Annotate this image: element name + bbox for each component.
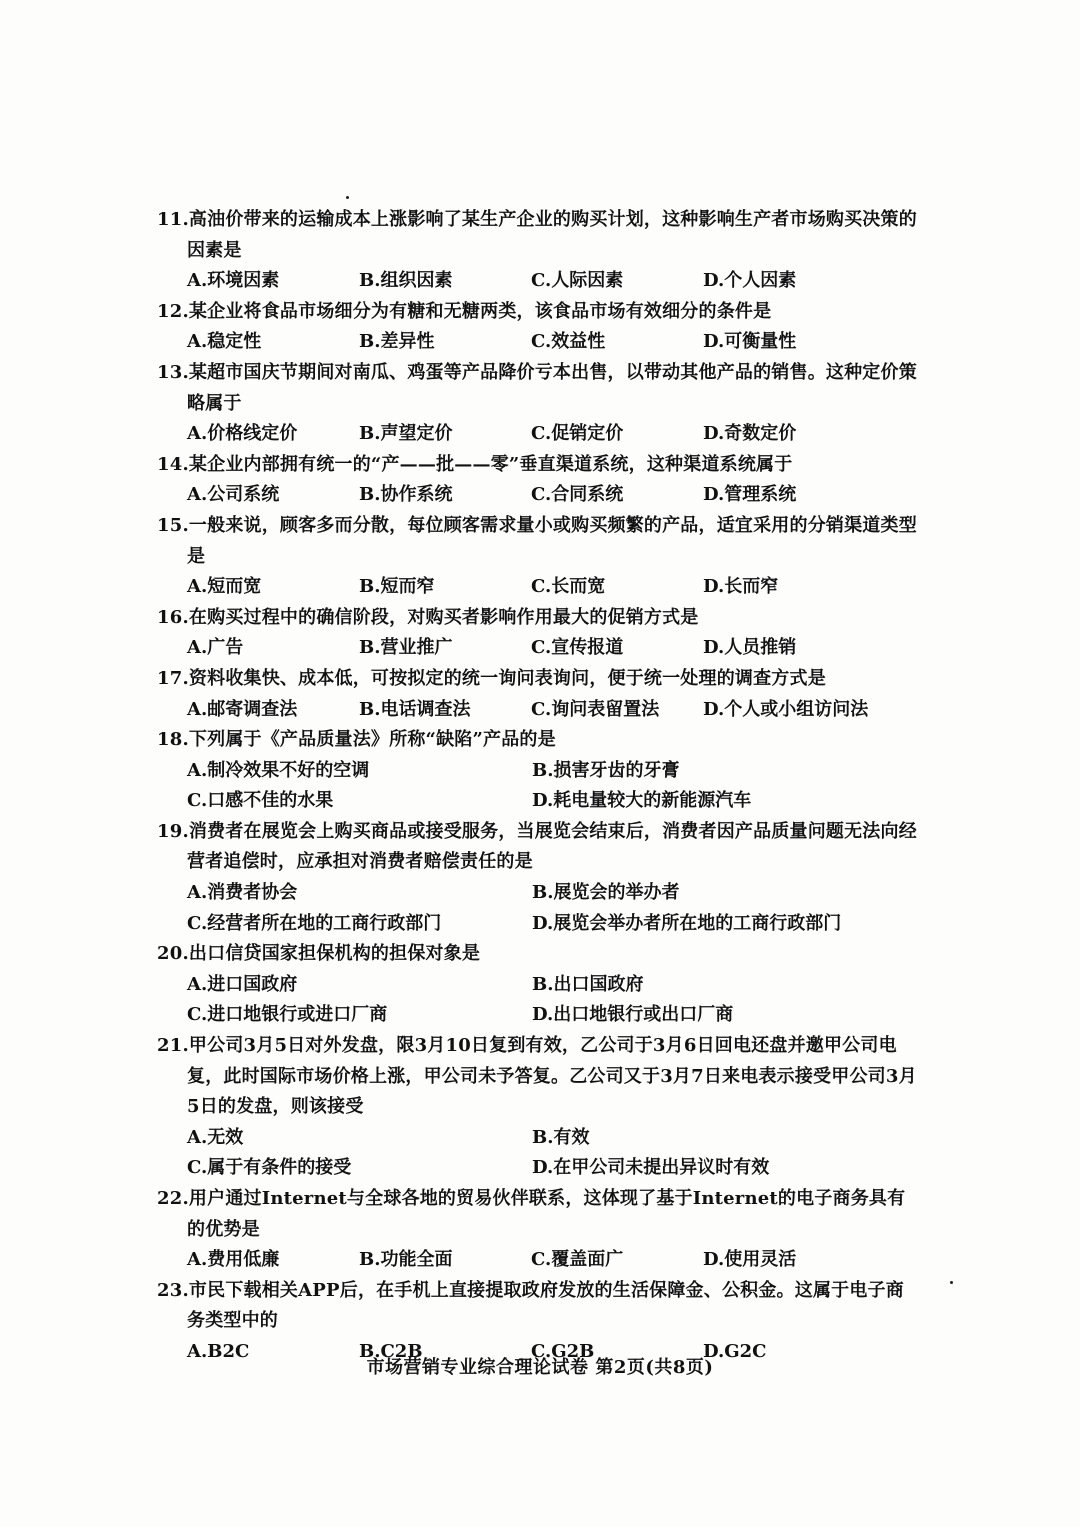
- answer-option: A.消费者协会: [187, 882, 298, 904]
- answer-option: D.使用灵活: [703, 1249, 797, 1271]
- answer-option: C.覆盖面广: [531, 1249, 624, 1271]
- question-item: [157, 603, 917, 664]
- answer-option: C.促销定价: [531, 423, 624, 445]
- answer-option: A.B2C: [187, 1340, 250, 1362]
- answer-option: D.奇数定价: [703, 423, 797, 445]
- answer-option: D.出口地银行或出口厂商: [532, 1004, 734, 1026]
- answer-option: C.G2B: [531, 1340, 595, 1362]
- answer-option: A.价格线定价: [187, 423, 298, 445]
- answer-option: D.耗电量较大的新能源汽车: [532, 790, 752, 812]
- question-stem: 20.出口信贷国家担保机构的担保对象是: [157, 943, 481, 965]
- question-stem: 17.资料收集快、成本低，可按拟定的统一询问表询问，便于统一处理的调查方式是: [157, 667, 826, 689]
- answer-option: C.合同系统: [531, 484, 624, 506]
- question-item: [157, 1184, 917, 1276]
- answer-option: A.制冷效果不好的空调: [187, 759, 370, 781]
- answer-option: B.功能全面: [359, 1249, 453, 1271]
- answer-option: D.个人或小组访问法: [703, 698, 869, 720]
- answer-option: C.宣传报道: [531, 637, 624, 659]
- answer-options: [157, 1245, 917, 1276]
- answer-options: [157, 878, 917, 939]
- question-item: [157, 358, 917, 450]
- question-item: [157, 664, 917, 725]
- answer-option: A.费用低廉: [187, 1249, 280, 1271]
- answer-options: [157, 756, 917, 817]
- answer-option: A.稳定性: [187, 331, 262, 353]
- answer-option: D.长而窄: [703, 576, 779, 598]
- answer-option: B.有效: [532, 1126, 590, 1148]
- question-stem: 23.市民下载相关APP后，在手机上直接提取政府发放的生活保障金、公积金。这属于电子商务类型中的: [157, 1279, 904, 1332]
- answer-option: D.在甲公司未提出异议时有效: [532, 1157, 770, 1179]
- question-stem: 12.某企业将食品市场细分为有糖和无糖两类，该食品市场有效细分的条件是: [157, 300, 772, 322]
- answer-options: [157, 633, 917, 664]
- answer-option: A.邮寄调查法: [187, 698, 298, 720]
- answer-option: C.属于有条件的接受: [187, 1157, 352, 1179]
- answer-option: A.公司系统: [187, 484, 280, 506]
- answer-option: D.G2C: [703, 1340, 767, 1362]
- question-item: [157, 939, 917, 1031]
- answer-options: [157, 419, 917, 450]
- answer-option: A.环境因素: [187, 270, 280, 292]
- question-item: [157, 817, 917, 939]
- answer-option: B.出口国政府: [532, 973, 644, 995]
- answer-option: D.展览会举办者所在地的工商行政部门: [532, 912, 842, 934]
- question-item: [157, 205, 917, 297]
- answer-option: B.差异性: [359, 331, 435, 353]
- answer-option: B.营业推广: [359, 637, 453, 659]
- answer-option: C.经营者所在地的工商行政部门: [187, 912, 442, 934]
- answer-option: C.长而宽: [531, 576, 606, 598]
- answer-option: B.电话调查法: [359, 698, 471, 720]
- question-item: [157, 1031, 917, 1184]
- answer-option: B.声望定价: [359, 423, 453, 445]
- question-stem: 22.用户通过Internet与全球各地的贸易伙伴联系，这体现了基于Internet的电子商务具有的优势是: [157, 1188, 906, 1240]
- answer-option: B.展览会的举办者: [532, 882, 680, 904]
- question-stem: 16.在购买过程中的确信阶段，对购买者影响作用最大的促销方式是: [157, 606, 699, 628]
- question-stem: 18.下列属于《产品质量法》所称“缺陷”产品的是: [157, 729, 556, 751]
- answer-option: A.无效: [187, 1126, 244, 1148]
- question-stem: 13.某超市国庆节期间对南瓜、鸡蛋等产品降价亏本出售，以带动其他产品的销售。这种定价策略属于: [157, 361, 917, 414]
- answer-option: C.口感不佳的水果: [187, 790, 334, 812]
- question-stem: 11.高油价带来的运输成本上涨影响了某生产企业的购买计划，这种影响生产者市场购买决策的因素是: [157, 209, 917, 261]
- answer-options: [157, 1123, 917, 1184]
- answer-option: C.人际因素: [531, 270, 624, 292]
- answer-options: [157, 327, 917, 358]
- print-speck: [346, 196, 349, 199]
- print-speck: [950, 1281, 953, 1284]
- question-item: [157, 450, 917, 511]
- answer-options: [157, 266, 917, 297]
- answer-option: C.效益性: [531, 331, 606, 353]
- answer-options: [157, 572, 917, 603]
- answer-option: D.人员推销: [703, 637, 797, 659]
- answer-options: [157, 480, 917, 511]
- answer-option: D.个人因素: [703, 270, 797, 292]
- answer-option: C.进口地银行或进口厂商: [187, 1004, 388, 1026]
- answer-options: [157, 695, 917, 726]
- question-stem: 19.消费者在展览会上购买商品或接受服务，当展览会结束后，消费者因产品质量问题无法向经营者追偿时，应承担对消费者赔偿责任的是: [157, 820, 917, 873]
- question-item: [157, 297, 917, 358]
- answer-option: B.组织因素: [359, 270, 453, 292]
- answer-option: B.C2B: [359, 1340, 423, 1362]
- question-list: [157, 205, 917, 1368]
- answer-option: D.管理系统: [703, 484, 797, 506]
- page-footer: 市场营销专业综合理论试卷 第2页(共8页): [366, 1357, 714, 1378]
- question-stem: 21.甲公司3月5日对外发盘，限3月10日复到有效，乙公司于3月6日回电还盘并邀甲公司电复，此时国际市场价格上涨，甲公司未予答复。乙公司又于3月7日来电表示接受甲公司3月5日的发盘，则该接受: [157, 1035, 917, 1118]
- question-stem: 14.某企业内部拥有统一的“产——批——零”垂直渠道系统，这种渠道系统属于: [157, 453, 793, 475]
- question-item: [157, 511, 917, 603]
- question-stem: 15.一般来说，顾客多而分散，每位顾客需求量小或购买频繁的产品，适宜采用的分销渠道类型是: [157, 514, 917, 567]
- answer-options: [157, 970, 917, 1031]
- answer-option: D.可衡量性: [703, 331, 797, 353]
- answer-option: A.广告: [187, 637, 244, 659]
- answer-option: B.协作系统: [359, 484, 453, 506]
- answer-option: B.短而窄: [359, 576, 435, 598]
- answer-option: B.损害牙齿的牙膏: [532, 759, 680, 781]
- question-item: [157, 725, 917, 817]
- answer-option: C.询问表留置法: [531, 698, 660, 720]
- answer-option: A.进口国政府: [187, 973, 298, 995]
- answer-option: A.短而宽: [187, 576, 262, 598]
